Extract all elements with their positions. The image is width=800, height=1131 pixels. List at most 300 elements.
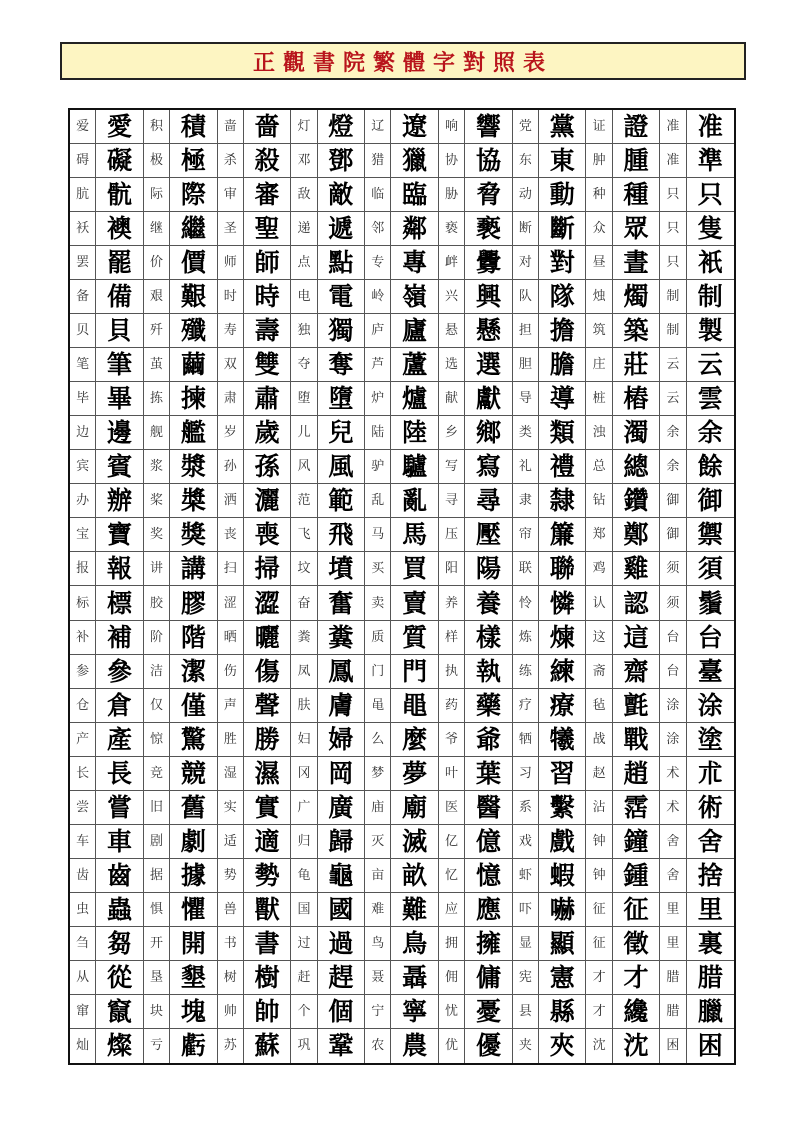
simplified-char: 协 <box>439 144 465 178</box>
traditional-char: 寧 <box>391 995 438 1029</box>
traditional-char: 艦 <box>170 416 217 450</box>
traditional-char: 歲 <box>244 416 291 450</box>
traditional-char: 簾 <box>539 518 586 552</box>
simplified-char: 灭 <box>365 825 391 859</box>
traditional-char: 執 <box>465 655 512 689</box>
traditional-char: 肅 <box>244 382 291 416</box>
traditional-char: 腫 <box>613 144 660 178</box>
simplified-char: 赵 <box>586 757 612 791</box>
simplified-char: 烛 <box>586 280 612 314</box>
simplified-char: 辽 <box>365 110 391 144</box>
simplified-char: 际 <box>144 178 170 212</box>
traditional-char: 僅 <box>170 689 217 723</box>
traditional-char: 澀 <box>244 586 291 620</box>
traditional-char: 臘 <box>687 995 734 1029</box>
traditional-char: 須 <box>687 552 734 586</box>
traditional-char: 才 <box>613 961 660 995</box>
traditional-char: 襖 <box>96 212 143 246</box>
simplified-char: 难 <box>365 893 391 927</box>
traditional-char: 藥 <box>465 689 512 723</box>
simplified-char: 灯 <box>291 110 317 144</box>
simplified-char: 丧 <box>218 518 244 552</box>
simplified-char: 御 <box>660 518 686 552</box>
simplified-char: 积 <box>144 110 170 144</box>
traditional-char: 嗇 <box>244 110 291 144</box>
traditional-char: 舍 <box>687 825 734 859</box>
simplified-char: 递 <box>291 212 317 246</box>
simplified-char: 系 <box>513 791 539 825</box>
traditional-char: 聶 <box>391 961 438 995</box>
simplified-char: 齿 <box>70 859 96 893</box>
simplified-char: 农 <box>365 1029 391 1063</box>
simplified-char: 仅 <box>144 689 170 723</box>
simplified-char: 征 <box>586 893 612 927</box>
simplified-char: 疗 <box>513 689 539 723</box>
simplified-char: 礼 <box>513 450 539 484</box>
traditional-char: 畢 <box>96 382 143 416</box>
simplified-char: 胆 <box>513 348 539 382</box>
traditional-char: 鬚 <box>687 586 734 620</box>
traditional-char: 礙 <box>96 144 143 178</box>
traditional-char: 傭 <box>465 961 512 995</box>
simplified-char: 总 <box>586 450 612 484</box>
traditional-char: 纔 <box>613 995 660 1029</box>
traditional-char: 極 <box>170 144 217 178</box>
simplified-char: 胜 <box>218 723 244 757</box>
simplified-char: 制 <box>660 314 686 348</box>
traditional-char: 涂 <box>687 689 734 723</box>
traditional-char: 朮 <box>687 757 734 791</box>
simplified-char: 腊 <box>660 995 686 1029</box>
traditional-char: 鳥 <box>391 927 438 961</box>
simplified-char: 标 <box>70 586 96 620</box>
traditional-char: 蝦 <box>539 859 586 893</box>
traditional-char: 葉 <box>465 757 512 791</box>
simplified-char: 牺 <box>513 723 539 757</box>
simplified-char: 办 <box>70 484 96 518</box>
simplified-char: 阶 <box>144 621 170 655</box>
simplified-char: 龟 <box>291 859 317 893</box>
traditional-char: 獸 <box>244 893 291 927</box>
traditional-char: 裏 <box>687 927 734 961</box>
traditional-char: 勢 <box>244 859 291 893</box>
traditional-char: 嘗 <box>96 791 143 825</box>
traditional-char: 聯 <box>539 552 586 586</box>
simplified-char: 拥 <box>439 927 465 961</box>
traditional-char: 證 <box>613 110 660 144</box>
simplified-char: 树 <box>218 961 244 995</box>
simplified-char: 响 <box>439 110 465 144</box>
simplified-char: 势 <box>218 859 244 893</box>
traditional-char: 濁 <box>613 416 660 450</box>
simplified-char: 妇 <box>291 723 317 757</box>
simplified-char: 对 <box>513 246 539 280</box>
simplified-char: 杀 <box>218 144 244 178</box>
traditional-char: 習 <box>539 757 586 791</box>
simplified-char: 余 <box>660 450 686 484</box>
traditional-char: 虧 <box>170 1029 217 1063</box>
simplified-char: 执 <box>439 655 465 689</box>
traditional-char: 制 <box>687 280 734 314</box>
traditional-char: 燦 <box>96 1029 143 1063</box>
simplified-char: 庄 <box>586 348 612 382</box>
traditional-char: 鐘 <box>613 825 660 859</box>
traditional-char: 顯 <box>539 927 586 961</box>
traditional-char: 電 <box>318 280 365 314</box>
simplified-char: 云 <box>660 348 686 382</box>
traditional-char: 製 <box>687 314 734 348</box>
traditional-char: 憐 <box>539 586 586 620</box>
traditional-char: 療 <box>539 689 586 723</box>
simplified-char: 参 <box>70 655 96 689</box>
traditional-char: 遼 <box>391 110 438 144</box>
traditional-char: 岡 <box>318 757 365 791</box>
traditional-char: 鄧 <box>318 144 365 178</box>
traditional-char: 准 <box>687 110 734 144</box>
traditional-char: 齒 <box>96 859 143 893</box>
simplified-char: 门 <box>365 655 391 689</box>
traditional-char: 膽 <box>539 348 586 382</box>
traditional-char: 餘 <box>687 450 734 484</box>
traditional-char: 點 <box>318 246 365 280</box>
simplified-char: 湿 <box>218 757 244 791</box>
simplified-char: 爱 <box>70 110 96 144</box>
simplified-char: 兴 <box>439 280 465 314</box>
traditional-char: 臨 <box>391 178 438 212</box>
simplified-char: 冈 <box>291 757 317 791</box>
traditional-char: 總 <box>613 450 660 484</box>
traditional-char: 懸 <box>465 314 512 348</box>
simplified-char: 歼 <box>144 314 170 348</box>
simplified-char: 虾 <box>513 859 539 893</box>
simplified-char: 极 <box>144 144 170 178</box>
simplified-char: 证 <box>586 110 612 144</box>
traditional-char: 帥 <box>244 995 291 1029</box>
traditional-char: 動 <box>539 178 586 212</box>
simplified-char: 备 <box>70 280 96 314</box>
traditional-char: 喪 <box>244 518 291 552</box>
simplified-char: 长 <box>70 757 96 791</box>
simplified-char: 刍 <box>70 927 96 961</box>
simplified-char: 补 <box>70 621 96 655</box>
simplified-char: 悬 <box>439 314 465 348</box>
traditional-char: 興 <box>465 280 512 314</box>
traditional-char: 個 <box>318 995 365 1029</box>
traditional-char: 筆 <box>96 348 143 382</box>
simplified-char: 岭 <box>365 280 391 314</box>
simplified-char: 准 <box>660 110 686 144</box>
traditional-char: 掃 <box>244 552 291 586</box>
traditional-char: 馬 <box>391 518 438 552</box>
traditional-char: 雞 <box>613 552 660 586</box>
simplified-char: 台 <box>660 621 686 655</box>
traditional-char: 樹 <box>244 961 291 995</box>
traditional-char: 擁 <box>465 927 512 961</box>
simplified-char: 练 <box>513 655 539 689</box>
traditional-char: 困 <box>697 1031 723 1061</box>
traditional-char: 捨 <box>687 859 734 893</box>
traditional-char: 殺 <box>244 144 291 178</box>
simplified-char: 涂 <box>660 723 686 757</box>
traditional-char: 嚇 <box>539 893 586 927</box>
traditional-char: 竄 <box>96 995 143 1029</box>
traditional-char: 褻 <box>465 212 512 246</box>
traditional-char: 獎 <box>170 518 217 552</box>
simplified-char: 认 <box>586 586 612 620</box>
simplified-char: 卖 <box>365 586 391 620</box>
simplified-char: 队 <box>513 280 539 314</box>
simplified-char: 庐 <box>365 314 391 348</box>
traditional-char: 價 <box>170 246 217 280</box>
simplified-char: 时 <box>218 280 244 314</box>
simplified-char: 担 <box>513 314 539 348</box>
simplified-char: 洒 <box>218 484 244 518</box>
traditional-char: 聲 <box>244 689 291 723</box>
simplified-char: 敌 <box>291 178 317 212</box>
simplified-char: 夺 <box>291 348 317 382</box>
traditional-char: 嶺 <box>391 280 438 314</box>
traditional-char: 辦 <box>96 484 143 518</box>
traditional-char: 云 <box>687 348 734 382</box>
traditional-char: 里 <box>687 893 734 927</box>
traditional-char: 獨 <box>318 314 365 348</box>
traditional-char: 標 <box>96 586 143 620</box>
simplified-char: 舰 <box>144 416 170 450</box>
simplified-char: 梦 <box>365 757 391 791</box>
traditional-char: 積 <box>170 110 217 144</box>
traditional-char: 飛 <box>318 518 365 552</box>
traditional-char: 獵 <box>391 144 438 178</box>
simplified-char: 沈 <box>586 1029 612 1063</box>
traditional-char: 晝 <box>613 246 660 280</box>
traditional-char: 隸 <box>539 484 586 518</box>
simplified-char: 奖 <box>144 518 170 552</box>
simplified-char: 鸟 <box>365 927 391 961</box>
simplified-char: 云 <box>660 382 686 416</box>
traditional-char: 農 <box>391 1029 438 1063</box>
simplified-char: 医 <box>439 791 465 825</box>
simplified-char: 巩 <box>291 1029 317 1063</box>
traditional-char: 驚 <box>170 723 217 757</box>
traditional-char: 寶 <box>96 518 143 552</box>
simplified-char: 舍 <box>660 859 686 893</box>
traditional-char: 御 <box>687 484 734 518</box>
traditional-char: 參 <box>96 655 143 689</box>
simplified-char: 惧 <box>144 893 170 927</box>
simplified-char: 爷 <box>439 723 465 757</box>
traditional-char: 雲 <box>687 382 734 416</box>
simplified-char: 独 <box>291 314 317 348</box>
simplified-char: 药 <box>439 689 465 723</box>
traditional-char: 術 <box>687 791 734 825</box>
traditional-char: 縣 <box>539 995 586 1029</box>
traditional-char: 應 <box>465 893 512 927</box>
traditional-char: 專 <box>391 246 438 280</box>
traditional-char: 膠 <box>170 586 217 620</box>
traditional-char: 衹 <box>687 246 734 280</box>
traditional-char: 過 <box>318 927 365 961</box>
simplified-char: 肃 <box>218 382 244 416</box>
traditional-char: 實 <box>244 791 291 825</box>
traditional-char: 風 <box>318 450 365 484</box>
traditional-char: 據 <box>170 859 217 893</box>
simplified-char: 献 <box>439 382 465 416</box>
traditional-char: 燭 <box>613 280 660 314</box>
traditional-char: 蟲 <box>96 893 143 927</box>
simplified-char: 才 <box>586 995 612 1029</box>
simplified-char: 归 <box>291 825 317 859</box>
simplified-char: 桩 <box>586 382 612 416</box>
traditional-char: 孫 <box>244 450 291 484</box>
simplified-char: 显 <box>513 927 539 961</box>
simplified-char: 习 <box>513 757 539 791</box>
simplified-char: 书 <box>218 927 244 961</box>
simplified-char: 驴 <box>365 450 391 484</box>
traditional-char: 億 <box>465 825 512 859</box>
traditional-char: 車 <box>96 825 143 859</box>
simplified-char: 赶 <box>291 961 317 995</box>
traditional-char: 龜 <box>318 859 365 893</box>
traditional-char: 揀 <box>170 382 217 416</box>
simplified-char: 乡 <box>439 416 465 450</box>
traditional-char: 邊 <box>96 416 143 450</box>
traditional-char: 鑽 <box>613 484 660 518</box>
simplified-char: 讲 <box>144 552 170 586</box>
traditional-char: 導 <box>539 382 586 416</box>
simplified-char: 种 <box>586 178 612 212</box>
traditional-char: 開 <box>170 927 217 961</box>
traditional-char: 夾 <box>539 1029 586 1063</box>
simplified-char: 隶 <box>513 484 539 518</box>
traditional-char: 賓 <box>96 450 143 484</box>
simplified-char: 阳 <box>439 552 465 586</box>
simplified-char: 里 <box>660 893 686 927</box>
traditional-char: 氈 <box>613 689 660 723</box>
traditional-char: 際 <box>170 178 217 212</box>
traditional-char: 樣 <box>465 621 512 655</box>
traditional-char: 余 <box>687 416 734 450</box>
traditional-char: 尋 <box>465 484 512 518</box>
traditional-char: 蘆 <box>391 348 438 382</box>
simplified-char: 产 <box>70 723 96 757</box>
traditional-char: 煉 <box>539 621 586 655</box>
simplified-char: 儿 <box>291 416 317 450</box>
traditional-char: 濕 <box>244 757 291 791</box>
traditional-char: 繫 <box>539 791 586 825</box>
simplified-char: 涂 <box>660 689 686 723</box>
simplified-char: 叶 <box>439 757 465 791</box>
simplified-char: 国 <box>291 893 317 927</box>
traditional-char: 徵 <box>613 927 660 961</box>
traditional-char: 補 <box>96 621 143 655</box>
traditional-char: 類 <box>539 416 586 450</box>
simplified-char: 袄 <box>70 212 96 246</box>
simplified-char: 宪 <box>513 961 539 995</box>
traditional-char: 爐 <box>391 382 438 416</box>
traditional-char: 墳 <box>318 552 365 586</box>
simplified-char: 筑 <box>586 314 612 348</box>
traditional-char: 選 <box>465 348 512 382</box>
simplified-char: 写 <box>439 450 465 484</box>
traditional-char: 產 <box>96 723 143 757</box>
simplified-char: 吓 <box>513 893 539 927</box>
simplified-char: 扫 <box>218 552 244 586</box>
traditional-char: 準 <box>687 144 734 178</box>
traditional-char: 潔 <box>170 655 217 689</box>
simplified-char: 寻 <box>439 484 465 518</box>
simplified-char: 制 <box>660 280 686 314</box>
traditional-char: 師 <box>244 246 291 280</box>
traditional-char: 灑 <box>244 484 291 518</box>
traditional-char: 只 <box>687 178 734 212</box>
simplified-char: 据 <box>144 859 170 893</box>
traditional-char: 這 <box>613 621 660 655</box>
simplified-char: 衅 <box>439 246 465 280</box>
traditional-char: 爺 <box>465 723 512 757</box>
traditional-char: 醫 <box>465 791 512 825</box>
simplified-char: 范 <box>291 484 317 518</box>
simplified-char: 钟 <box>586 859 612 893</box>
simplified-char: 芦 <box>365 348 391 382</box>
simplified-char: 岁 <box>218 416 244 450</box>
simplified-char: 声 <box>218 689 244 723</box>
traditional-char: 講 <box>170 552 217 586</box>
simplified-char: 窜 <box>70 995 96 1029</box>
simplified-char: 聂 <box>365 961 391 995</box>
traditional-char: 斷 <box>539 212 586 246</box>
traditional-char: 養 <box>465 586 512 620</box>
traditional-char: 傷 <box>244 655 291 689</box>
simplified-char: 亏 <box>144 1029 170 1063</box>
simplified-char: 拣 <box>144 382 170 416</box>
traditional-char: 殲 <box>170 314 217 348</box>
simplified-char: 兽 <box>218 893 244 927</box>
traditional-char: 罷 <box>96 246 143 280</box>
traditional-char: 槳 <box>170 484 217 518</box>
simplified-char: 啬 <box>218 110 244 144</box>
simplified-char: 东 <box>513 144 539 178</box>
simplified-char: 肤 <box>291 689 317 723</box>
traditional-char: 鳳 <box>318 655 365 689</box>
traditional-char: 對 <box>539 246 586 280</box>
traditional-char: 聖 <box>244 212 291 246</box>
simplified-char: 台 <box>660 655 686 689</box>
simplified-char: 块 <box>144 995 170 1029</box>
traditional-char: 廣 <box>318 791 365 825</box>
traditional-char: 長 <box>96 757 143 791</box>
simplified-char: 寿 <box>218 314 244 348</box>
simplified-char: 开 <box>144 927 170 961</box>
simplified-char: 尝 <box>70 791 96 825</box>
simplified-char: 买 <box>365 552 391 586</box>
traditional-char: 壓 <box>465 518 512 552</box>
simplified-char: 堕 <box>291 382 317 416</box>
traditional-char: 遞 <box>318 212 365 246</box>
traditional-char: 難 <box>391 893 438 927</box>
character-table <box>68 108 736 1065</box>
simplified-char: 准 <box>660 144 686 178</box>
simplified-char: 斋 <box>586 655 612 689</box>
traditional-char: 愛 <box>96 110 143 144</box>
simplified-char: 惊 <box>144 723 170 757</box>
traditional-char: 練 <box>539 655 586 689</box>
simplified-char: 只 <box>660 178 686 212</box>
simplified-char: 这 <box>586 621 612 655</box>
simplified-char: 帅 <box>218 995 244 1029</box>
simplified-char: 飞 <box>291 518 317 552</box>
traditional-char: 懼 <box>170 893 217 927</box>
simplified-char: 粪 <box>291 621 317 655</box>
